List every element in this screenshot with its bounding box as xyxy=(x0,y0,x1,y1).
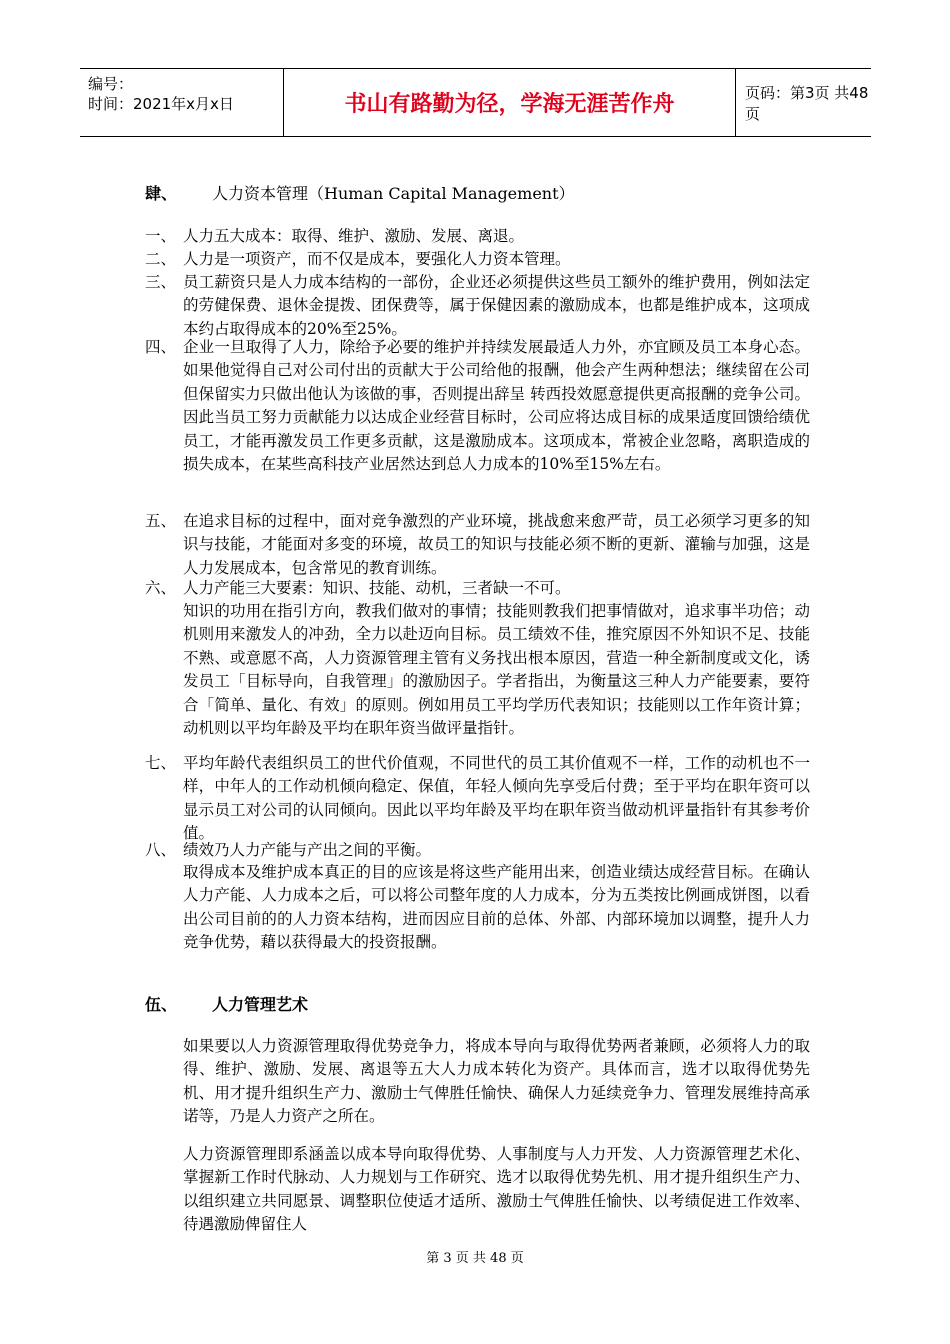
section-title: 人力管理艺术 xyxy=(212,995,309,1014)
list-item xyxy=(145,839,810,862)
paragraph: 如果要以人力资源管理取得优势竞争力，将成本导向与取得优势两者兼顾，必须将人力的取得、维护、激励、发展、离退等五大人力成本转化为资产。具体而言，选才以取得优势先机、用才提升组织生产力、激励士气俾胜任愉快、确保人力延续竞争力、管理发展维持高承诺等，乃是人力资产之所在。 xyxy=(183,1037,810,1126)
paragraph: 知识的功用在指引方向，教我们做对的事情；技能则教我们把事情做对，追求事半功倍；动机则用来激发人的冲劲，全力以赴迈向目标。员工绩效不佳，推究原因不外知识不足、技能不熟、或意愿不高，人力资源管理主管有义务找出根本原因，营造一种全新制度或文化，诱发员工「目标导向，自我管理」的激励因子。学者指出，为衡量这三种人力产能要素，要符合「简单、量化、有效」的原则。例如用员工平均学历代表知识；技能则以工作年资计算；动机则以平均年龄及平均在职年资当做评量指针。 xyxy=(183,602,810,738)
section-title: 人力资本管理（Human Capital Management） xyxy=(212,184,575,203)
list-item xyxy=(145,271,810,341)
paragraph: 人力资源管理即系涵盖以成本导向取得优势、人事制度与人力开发、人力资源管理艺术化、掌握新工作时代脉动、人力规划与工作研究、选才以取得优势先机、用才提升组织生产力、以组织建立共同愿景、调整职位使适才适所、激励士气俾胜任愉快、以考绩促进工作效率、待遇激励俾留住人 xyxy=(183,1145,810,1234)
list-item xyxy=(145,336,810,476)
list-text: 人力产能三大要素：知识、技能、动机，三者缺一不可。 xyxy=(183,579,571,597)
header-number-label: 编号： xyxy=(88,75,134,93)
list-text: 员工薪资只是人力成本结构的一部份，企业还必须提供这些员工额外的维护费用，例如法定的劳健保费、退休金提拨、团保费等，属于保健因素的激励成本，也都是维护成本，这项成本约占取得成本的20%至25%。 xyxy=(183,273,810,338)
list-item xyxy=(145,225,810,248)
list-text: 人力五大成本：取得、维护、激励、发展、离退。 xyxy=(183,227,525,245)
list-marker: 六、 xyxy=(145,579,177,597)
list-text: 绩效乃人力产能与产出之间的平衡。 xyxy=(183,841,432,859)
section-number: 伍、 xyxy=(145,995,178,1014)
list-marker: 一、 xyxy=(145,227,177,245)
page-footer: 第 3 页 共 48 页 xyxy=(426,1251,524,1266)
list-text: 人力是一项资产，而不仅是成本，要强化人力资本管理。 xyxy=(183,250,571,268)
section-number: 肆、 xyxy=(145,184,178,203)
list-item xyxy=(145,752,810,846)
list-text: 企业一旦取得了人力，除给予必要的维护并持续发展最适人力外，亦宜顾及员工本身心态。如果他觉得自己对公司付出的贡献大于公司给他的报酬，他会产生两种想法；继续留在公司但保留实力只做出他认为该做的事，否则提出辞呈 转西投效愿意提供更高报酬的竞争公司。因此当员工努力贡献能力以达成企业经营目标时，公司应将达成目标的成果适度回馈给绩优员工，才能再激发员工作更多贡献，这是激励成本。这项成本，常被企业忽略，离职造成的损失成本，在某些高科技产业居然达到总人力成本的10%至15%左右。 xyxy=(183,338,810,474)
list-marker: 五、 xyxy=(145,512,177,530)
header-info-cell xyxy=(80,69,284,136)
list-text: 在追求目标的过程中，面对竞争激烈的产业环境，挑战愈来愈严苛，员工必须学习更多的知识与技能，才能面对多变的环境，故员工的知识与技能必须不断的更新、灌输与加强，这是人力发展成本，包含常见的教育训练。 xyxy=(183,512,810,577)
list-marker: 三、 xyxy=(145,273,177,291)
list-marker: 四、 xyxy=(145,338,177,356)
header-page-label: 页码：第3页 共48页 xyxy=(745,83,869,123)
list-item xyxy=(145,577,810,600)
header-motto: 书山有路勤为径，学海无涯苦作舟 xyxy=(284,69,736,136)
list-item xyxy=(145,510,810,580)
header-time-label: 时间：2021年x月x日 xyxy=(88,95,234,113)
page-header xyxy=(80,68,871,137)
list-marker: 八、 xyxy=(145,841,177,859)
list-item xyxy=(145,248,810,271)
list-marker: 二、 xyxy=(145,250,177,268)
list-marker: 七、 xyxy=(145,754,177,772)
paragraph: 取得成本及维护成本真正的目的应该是将这些产能用出来，创造业绩达成经营目标。在确认人力产能、人力成本之后，可以将公司整年度的人力成本，分为五类按比例画成饼图，以看出公司目前的的人力资本结构，进而因应目前的总体、外部、内部环境加以调整，提升人力竞争优势，藉以获得最大的投资报酬。 xyxy=(183,863,810,952)
list-text: 平均年龄代表组织员工的世代价值观，不同世代的员工其价值观不一样，工作的动机也不一样，中年人的工作动机倾向稳定、保值，年轻人倾向先享受后付费；至于平均在职年资可以显示员工对公司的认同倾向。因此以平均年龄及平均在职年资当做动机评量指针有其参考价值。 xyxy=(183,754,810,843)
